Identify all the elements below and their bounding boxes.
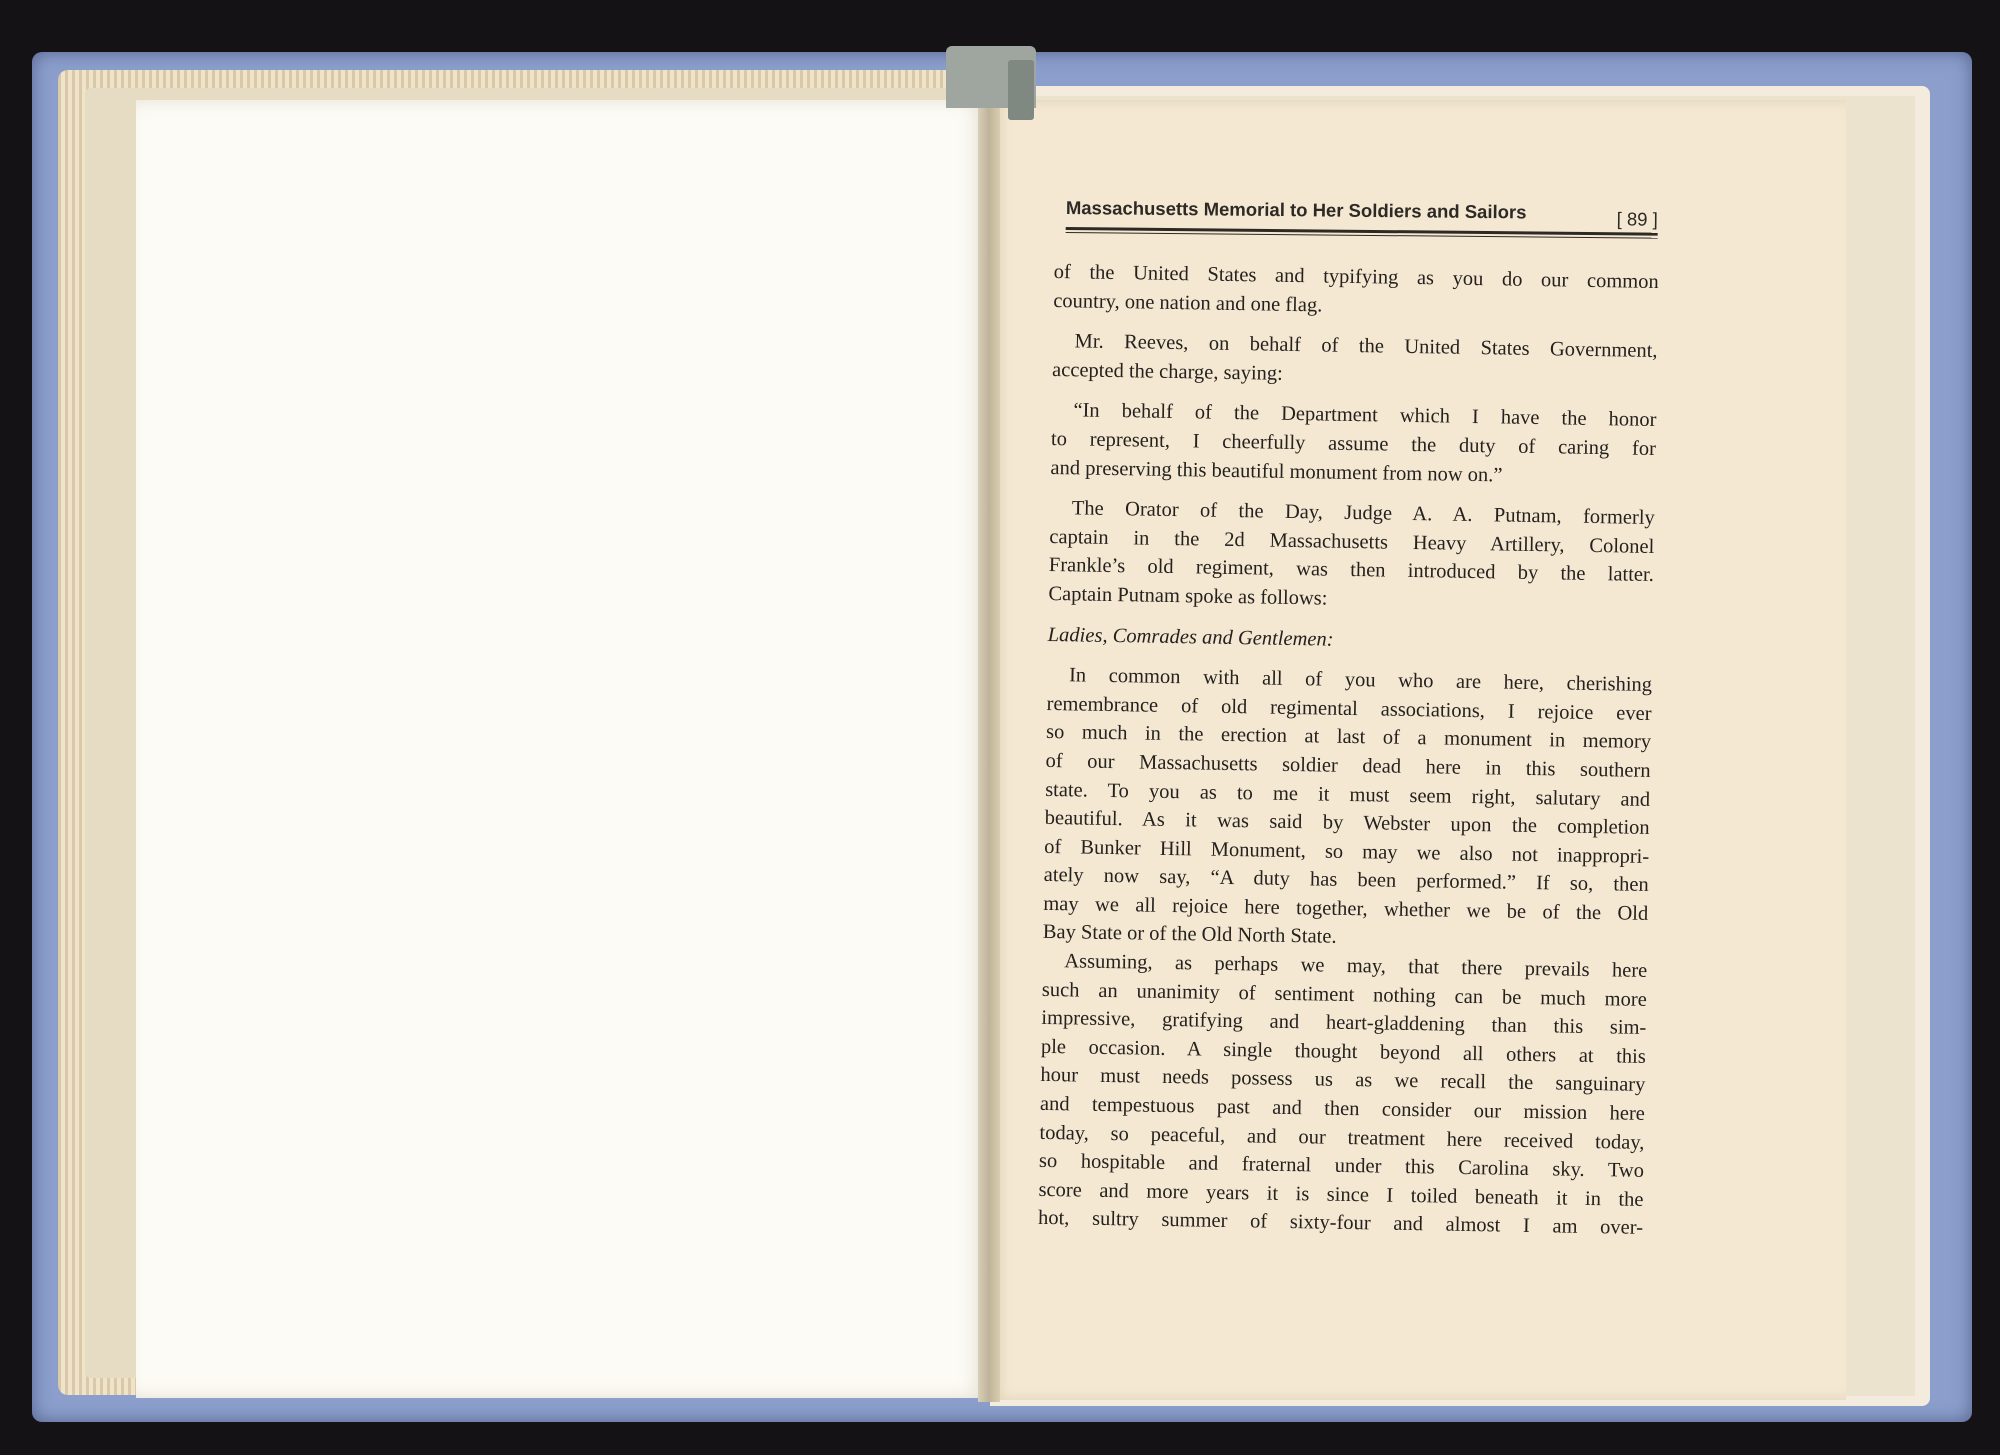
speech-line: of our Massachusetts soldier dead here in this southern [1045, 749, 1651, 782]
text-line: Frankle’s old regiment, was then introduced by the latter. [1048, 554, 1655, 587]
speech-line: remembrance of old regimental associations, I rejoice ever [1046, 692, 1652, 725]
speech-line: Assuming, as perhaps we may, that there prevails here [1064, 950, 1648, 982]
text-line: Captain Putnam spoke as follows: [1048, 582, 1328, 610]
text-line: Mr. Reeves, on behalf of the United States Government, [1074, 330, 1658, 363]
speech-line: impressive, gratifying and heart-gladdening than this sim- [1041, 1007, 1647, 1040]
speech-line: so much in the erection at last of a monument in memory [1045, 721, 1652, 754]
speech-line: beautiful. As it was said by Webster upon the completion [1044, 807, 1650, 840]
speech-line: Bay State or of the Old North State. [1042, 921, 1337, 949]
quote-line: and preserving this beautiful monument from now on.” [1050, 456, 1503, 487]
speech-line: ately now say, “A duty has been performed.” If so, then [1043, 864, 1649, 897]
text-line: country, one nation and one flag. [1053, 289, 1323, 317]
text-line: of the United States and typifying as you do our common [1053, 260, 1659, 294]
speech-line: score and more years it is since I toiled beneath it in the [1038, 1178, 1644, 1211]
speech-line: so hospitable and fraternal under this Carolina sky. Two [1038, 1150, 1645, 1183]
speech-line: may we all rejoice here together, whether we be of the Old [1043, 892, 1649, 925]
quote-line: “In behalf of the Department which I have the honor [1073, 399, 1657, 432]
text-line: The Orator of the Day, Judge A. A. Putnam, formerly [1071, 497, 1655, 530]
page-body [1038, 258, 1659, 1243]
speech-line: today, so peaceful, and our treatment here received today, [1039, 1121, 1645, 1154]
speech-line: state. To you as to me it must seem right, salutary and [1045, 778, 1651, 811]
ribbon-bookmark-tail [1008, 60, 1034, 120]
speech-line: and tempestuous past and then consider our mission here [1039, 1092, 1646, 1125]
text-line: captain in the 2d Massachusetts Heavy Artillery, Colonel [1049, 525, 1655, 558]
speech-line: In common with all of you who are here, cherishing [1068, 664, 1653, 697]
speech-line: of Bunker Hill Monument, so may we also not inappropri- [1044, 835, 1650, 868]
speech-line: ple occasion. A single thought beyond all others at this [1040, 1035, 1647, 1068]
speech-line: hot, sultry summer of sixty-four and almost I am over- [1037, 1207, 1644, 1240]
header-title: Massachusetts Memorial to Her Soldiers and Sailors [1065, 197, 1527, 223]
left-blank-page [136, 100, 986, 1398]
speech-salutation: Ladies, Comrades and Gentlemen: [1047, 623, 1334, 651]
speech-line: hour must needs possess us as we recall the sanguinary [1040, 1064, 1646, 1097]
speech-line: such an unanimity of sentiment nothing can be much more [1041, 978, 1647, 1011]
book-gutter [978, 92, 1000, 1402]
text-line: accepted the charge, saying: [1051, 358, 1284, 385]
page-number: [ 89 ] [1616, 208, 1658, 230]
quote-line: to represent, I cheerfully assume the duty of caring for [1050, 427, 1657, 460]
